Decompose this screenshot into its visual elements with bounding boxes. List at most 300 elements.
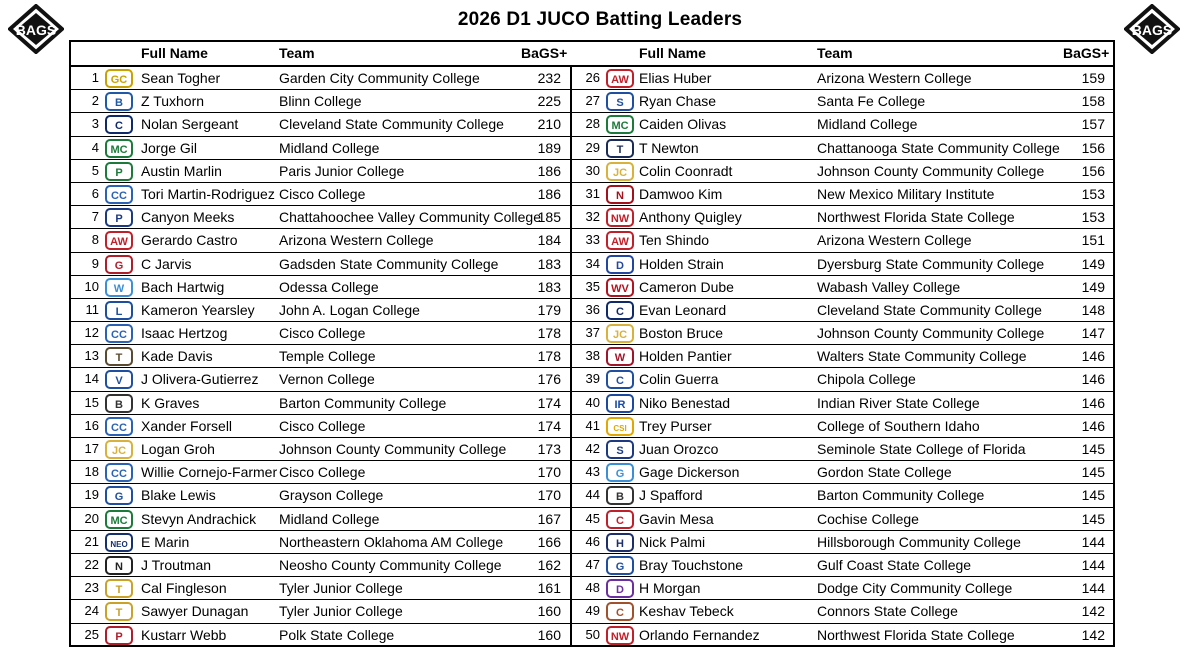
svg-text:NW: NW	[610, 630, 630, 643]
player-name: Kustarr Webb	[141, 626, 227, 643]
bags-plus-score: 142	[1081, 626, 1105, 643]
team-name: Blinn College	[279, 93, 362, 110]
table-row	[572, 299, 1115, 322]
rank-cell: 19	[84, 487, 99, 503]
col-header-team-right: Team	[817, 45, 853, 61]
svg-text:IR: IR	[614, 398, 626, 411]
bags-plus-score: 167	[537, 510, 561, 527]
table-row	[572, 368, 1115, 391]
rank-cell: 18	[84, 464, 99, 480]
team-logo-icon	[605, 301, 635, 320]
svg-text:JC: JC	[612, 166, 628, 179]
player-name: Xander Forsell	[141, 417, 233, 434]
team-name: Johnson County Community College	[817, 325, 1045, 342]
table-row	[572, 345, 1115, 368]
player-name: Niko Benestad	[639, 394, 731, 411]
player-name: Nick Palmi	[639, 533, 706, 550]
team-name: Odessa College	[279, 278, 379, 295]
player-name: Holden Strain	[639, 255, 724, 272]
table-row	[572, 322, 1115, 345]
player-name: Bray Touchstone	[639, 556, 744, 573]
player-name: Kameron Yearsley	[141, 301, 255, 318]
table-row	[572, 67, 1115, 90]
svg-text:MC: MC	[611, 120, 629, 133]
svg-text:S: S	[616, 97, 624, 110]
bags-plus-score: 173	[537, 441, 561, 457]
bags-plus-score: 146	[1081, 371, 1105, 388]
rank-cell: 47	[585, 556, 600, 572]
svg-text:B: B	[616, 491, 624, 504]
player-name: Damwoo Kim	[639, 185, 723, 202]
svg-text:C: C	[115, 120, 123, 133]
svg-text:V: V	[115, 375, 123, 388]
team-name: Tyler Junior College	[279, 580, 403, 597]
table-row	[572, 624, 1115, 647]
table-row	[71, 554, 571, 577]
team-logo-icon	[605, 347, 635, 366]
team-name: Cleveland State Community College	[279, 116, 504, 133]
svg-text:N: N	[616, 189, 624, 202]
player-name: Keshav Tebeck	[639, 603, 734, 620]
rank-cell: 9	[91, 255, 99, 271]
rank-cell: 3	[91, 116, 99, 132]
team-logo-icon	[605, 510, 635, 529]
table-row	[71, 484, 571, 507]
rank-cell: 40	[585, 394, 600, 410]
team-name: Gordon State College	[817, 464, 952, 481]
team-logo-icon	[104, 115, 134, 134]
rank-cell: 2	[91, 93, 99, 109]
team-logo-icon	[104, 139, 134, 158]
rank-cell: 43	[585, 464, 600, 480]
team-name: Paris Junior College	[279, 162, 405, 179]
bags-plus-score: 146	[1081, 394, 1105, 411]
bags-logo-right	[1124, 4, 1180, 54]
rank-cell: 50	[585, 626, 600, 642]
col-header-score-left: BaGS+	[521, 45, 568, 61]
team-logo-icon	[605, 556, 635, 575]
team-name: Northwest Florida State College	[817, 626, 1015, 643]
team-name: Indian River State College	[817, 394, 980, 411]
bags-plus-score: 160	[537, 626, 561, 643]
team-name: Midland College	[279, 510, 380, 527]
svg-text:C: C	[616, 375, 624, 388]
svg-text:AW: AW	[110, 236, 128, 249]
table-row	[572, 206, 1115, 229]
table-row	[71, 345, 571, 368]
table-row	[572, 90, 1115, 113]
bags-plus-score: 156	[1081, 162, 1105, 179]
bags-plus-score: 148	[1081, 301, 1105, 318]
svg-text:B: B	[115, 97, 123, 110]
svg-text:AW: AW	[611, 236, 629, 249]
svg-text:H: H	[616, 537, 624, 550]
bags-plus-score: 185	[537, 209, 561, 226]
team-logo-icon	[104, 510, 134, 529]
team-name: Temple College	[279, 348, 376, 365]
leaderboard-left-half	[71, 65, 571, 647]
team-name: Barton Community College	[279, 394, 447, 411]
col-header-score-right: BaGS+	[1063, 45, 1110, 61]
team-name: Santa Fe College	[817, 93, 926, 110]
team-logo-icon	[605, 602, 635, 621]
bags-plus-score: 144	[1081, 556, 1105, 573]
table-row	[71, 531, 571, 554]
team-name: Gulf Coast State College	[817, 556, 972, 573]
rank-cell: 32	[585, 209, 600, 225]
table-row	[71, 137, 571, 160]
team-logo-icon	[605, 92, 635, 111]
rank-cell: 6	[91, 185, 99, 201]
table-row	[572, 554, 1115, 577]
svg-text:S: S	[616, 445, 624, 457]
player-name: Gerardo Castro	[141, 232, 238, 249]
team-name: Northeastern Oklahoma AM College	[279, 533, 504, 550]
player-name: Evan Leonard	[639, 301, 727, 318]
table-row	[71, 415, 571, 438]
team-logo-icon	[605, 324, 635, 343]
rank-cell: 23	[84, 580, 99, 596]
bags-plus-score: 178	[537, 325, 561, 342]
table-row	[572, 183, 1115, 206]
bags-plus-score: 156	[1081, 139, 1105, 156]
player-name: Colin Guerra	[639, 371, 719, 388]
bags-plus-score: 158	[1081, 93, 1105, 110]
bags-plus-score: 146	[1081, 417, 1105, 434]
team-name: Dyersburg State Community College	[817, 255, 1045, 272]
player-name: Kade Davis	[141, 348, 213, 365]
team-logo-icon	[605, 463, 635, 482]
team-logo-icon	[605, 579, 635, 598]
team-logo-icon	[605, 486, 635, 505]
rank-cell: 16	[84, 417, 99, 433]
team-name: Arizona Western College	[817, 70, 972, 86]
bags-plus-score: 151	[1081, 232, 1105, 249]
bags-plus-score: 174	[537, 394, 561, 411]
player-name: Cameron Dube	[639, 278, 734, 295]
bags-plus-score: 176	[537, 371, 561, 388]
team-name: Grayson College	[279, 487, 384, 504]
team-logo-icon	[104, 440, 134, 459]
player-name: K Graves	[141, 394, 200, 411]
team-logo-icon	[104, 556, 134, 575]
table-row	[572, 415, 1115, 438]
player-name: J Spafford	[639, 487, 703, 504]
svg-text:T: T	[115, 352, 123, 365]
team-logo-icon	[605, 370, 635, 389]
leaderboard-table	[69, 40, 1115, 647]
rank-cell: 48	[585, 580, 600, 596]
rank-cell: 27	[585, 93, 600, 109]
team-logo-icon	[605, 626, 635, 645]
rank-cell: 24	[84, 603, 99, 619]
team-name: Johnson County Community College	[279, 441, 507, 457]
svg-text:CSI: CSI	[613, 423, 627, 433]
team-logo-icon	[104, 417, 134, 436]
table-row	[71, 299, 571, 322]
player-name: Blake Lewis	[141, 487, 216, 504]
rank-cell: 14	[84, 371, 99, 387]
rank-cell: 49	[585, 603, 600, 619]
player-name: Stevyn Andrachick	[141, 510, 257, 527]
rank-cell: 31	[585, 185, 600, 201]
bags-plus-score: 160	[537, 603, 561, 620]
player-name: Gage Dickerson	[639, 464, 740, 481]
team-name: Cisco College	[279, 464, 366, 481]
svg-text:JC: JC	[111, 445, 127, 457]
svg-text:JC: JC	[612, 329, 628, 342]
team-name: Gadsden State Community College	[279, 255, 499, 272]
team-name: Chattanooga State Community College	[817, 139, 1060, 156]
table-row	[71, 508, 571, 531]
bags-logo-left	[8, 4, 64, 54]
table-row	[71, 253, 571, 276]
team-name: Garden City Community College	[279, 70, 480, 86]
rank-cell: 45	[585, 510, 600, 526]
bags-plus-score: 145	[1081, 464, 1105, 481]
rank-cell: 25	[84, 626, 99, 642]
rank-cell: 26	[585, 70, 600, 85]
table-row	[71, 206, 571, 229]
table-row	[572, 137, 1115, 160]
svg-text:C: C	[616, 607, 624, 620]
rank-cell: 10	[84, 278, 99, 294]
rank-cell: 8	[91, 232, 99, 248]
rank-cell: 37	[585, 325, 600, 341]
svg-text:CC: CC	[111, 468, 127, 481]
rank-cell: 39	[585, 371, 600, 387]
bags-plus-score: 153	[1081, 185, 1105, 202]
player-name: Cal Fingleson	[141, 580, 227, 597]
team-name: John A. Logan College	[279, 301, 420, 318]
team-name: Dodge City Community College	[817, 580, 1013, 597]
bags-plus-score: 159	[1081, 70, 1105, 86]
table-row	[572, 438, 1115, 461]
table-row	[572, 253, 1115, 276]
bags-plus-score: 145	[1081, 510, 1105, 527]
bags-plus-score: 178	[537, 348, 561, 365]
svg-text:MC: MC	[110, 143, 128, 156]
team-logo-icon	[104, 394, 134, 413]
rank-cell: 41	[585, 417, 600, 433]
svg-text:MC: MC	[110, 514, 128, 527]
player-name: Nolan Sergeant	[141, 116, 239, 133]
player-name: Canyon Meeks	[141, 209, 235, 226]
player-name: Isaac Hertzog	[141, 325, 228, 342]
table-row	[71, 322, 571, 345]
bags-plus-score: 174	[537, 417, 561, 434]
team-logo-icon	[104, 324, 134, 343]
team-logo-icon	[605, 162, 635, 181]
table-row	[71, 368, 571, 391]
player-name: Bach Hartwig	[141, 278, 225, 295]
team-logo-icon	[605, 278, 635, 297]
player-name: Ryan Chase	[639, 93, 717, 110]
rank-cell: 34	[585, 255, 600, 271]
svg-text:D: D	[616, 259, 624, 272]
table-row	[71, 113, 571, 136]
player-name: Trey Purser	[639, 417, 712, 434]
svg-text:CC: CC	[111, 329, 127, 342]
team-logo-icon	[104, 301, 134, 320]
player-name: Elias Huber	[639, 70, 712, 86]
team-logo-icon	[605, 115, 635, 134]
bags-plus-score: 225	[537, 93, 561, 110]
svg-text:T: T	[115, 584, 123, 597]
team-logo-icon	[104, 69, 134, 88]
table-row	[572, 160, 1115, 183]
table-row	[572, 484, 1115, 507]
player-name: H Morgan	[639, 580, 701, 597]
team-logo-icon	[605, 440, 635, 459]
team-logo-icon	[104, 602, 134, 621]
team-name: Walters State Community College	[817, 348, 1027, 365]
rank-cell: 35	[585, 278, 600, 294]
team-logo-icon	[104, 208, 134, 227]
svg-text:C: C	[616, 514, 624, 527]
col-header-name-left: Full Name	[141, 45, 208, 61]
team-logo-icon	[104, 370, 134, 389]
bags-plus-score: 170	[537, 487, 561, 504]
player-name: Caiden Olivas	[639, 116, 727, 133]
svg-text:L: L	[115, 305, 123, 318]
bags-plus-score: 157	[1081, 116, 1105, 133]
team-name: New Mexico Military Institute	[817, 185, 995, 202]
team-name: Vernon College	[279, 371, 375, 388]
table-row	[572, 461, 1115, 484]
rank-cell: 21	[84, 533, 99, 549]
bags-plus-score: 189	[537, 139, 561, 156]
bags-plus-score: 162	[537, 556, 561, 573]
team-logo-icon	[605, 139, 635, 158]
player-name: Orlando Fernandez	[639, 626, 760, 643]
team-name: Arizona Western College	[279, 232, 434, 249]
table-row	[572, 531, 1115, 554]
bags-plus-score: 149	[1081, 255, 1105, 272]
team-logo-icon	[104, 255, 134, 274]
team-logo-icon	[605, 255, 635, 274]
bags-plus-score: 166	[537, 533, 561, 550]
table-row	[572, 392, 1115, 415]
table-row	[71, 600, 571, 623]
svg-text:G: G	[114, 491, 124, 504]
rank-cell: 36	[585, 301, 600, 317]
table-row	[71, 438, 571, 461]
bags-plus-score: 183	[537, 255, 561, 272]
team-name: Cisco College	[279, 185, 366, 202]
table-row	[572, 229, 1115, 252]
player-name: J Troutman	[141, 556, 212, 573]
bags-plus-score: 145	[1081, 487, 1105, 504]
team-name: Polk State College	[279, 626, 395, 643]
player-name: E Marin	[141, 533, 190, 550]
player-name: Anthony Quigley	[639, 209, 742, 226]
team-name: Midland College	[279, 139, 380, 156]
rank-cell: 13	[84, 348, 99, 364]
bags-plus-score: 232	[537, 70, 561, 86]
svg-text:G: G	[615, 468, 625, 481]
bags-plus-score: 144	[1081, 580, 1105, 597]
team-name: Hillsborough Community College	[817, 533, 1021, 550]
bags-plus-score: 144	[1081, 533, 1105, 550]
player-name: Tori Martin-Rodriguez	[141, 185, 275, 202]
table-row	[572, 600, 1115, 623]
team-logo-icon	[605, 533, 635, 552]
team-logo-icon	[605, 69, 635, 88]
rank-cell: 17	[84, 441, 99, 456]
player-name: Boston Bruce	[639, 325, 724, 342]
svg-text:G: G	[615, 560, 625, 573]
bags-plus-score: 184	[537, 232, 561, 249]
rank-cell: 1	[91, 70, 99, 85]
team-name: Connors State College	[817, 603, 958, 620]
svg-text:CC: CC	[111, 421, 127, 434]
team-name: Seminole State College of Florida	[817, 441, 1026, 457]
rank-cell: 7	[91, 209, 99, 225]
svg-text:D: D	[616, 584, 624, 597]
col-header-name-right: Full Name	[639, 45, 706, 61]
rank-cell: 28	[585, 116, 600, 132]
player-name: Sawyer Dunagan	[141, 603, 249, 620]
team-logo-icon	[104, 278, 134, 297]
rank-cell: 29	[585, 139, 600, 155]
player-name: Juan Orozco	[639, 441, 719, 457]
rank-cell: 22	[84, 556, 99, 572]
bags-logo-text: BAGS	[1131, 22, 1173, 38]
table-row	[572, 577, 1115, 600]
svg-text:B: B	[115, 398, 123, 411]
svg-text:N: N	[115, 560, 123, 573]
bags-plus-score: 153	[1081, 209, 1105, 226]
player-name: T Newton	[639, 139, 699, 156]
table-row	[572, 508, 1115, 531]
svg-text:W: W	[614, 352, 626, 365]
team-logo-icon	[605, 208, 635, 227]
team-logo-icon	[104, 231, 134, 250]
rank-cell: 5	[91, 162, 99, 178]
player-name: Holden Pantier	[639, 348, 732, 365]
bags-logo-text: BAGS	[15, 22, 57, 38]
table-row	[71, 624, 571, 647]
leaderboard-right-half	[572, 65, 1115, 647]
team-logo-icon	[104, 486, 134, 505]
svg-text:NEO: NEO	[110, 539, 128, 549]
table-row	[71, 90, 571, 113]
player-name: Austin Marlin	[141, 162, 222, 179]
team-logo-icon	[104, 92, 134, 111]
team-name: Cochise College	[817, 510, 919, 527]
player-name: Ten Shindo	[639, 232, 710, 249]
bags-plus-score: 149	[1081, 278, 1105, 295]
bags-plus-score: 183	[537, 278, 561, 295]
player-name: Jorge Gil	[141, 139, 198, 156]
team-name: Northwest Florida State College	[817, 209, 1015, 226]
team-logo-icon	[104, 533, 134, 552]
bags-plus-score: 186	[537, 162, 561, 179]
svg-text:T: T	[616, 143, 624, 156]
rank-cell: 46	[585, 533, 600, 549]
svg-text:P: P	[115, 166, 123, 179]
svg-text:AW: AW	[611, 74, 629, 86]
team-name: Wabash Valley College	[817, 278, 961, 295]
table-row	[71, 276, 571, 299]
team-name: Cisco College	[279, 325, 366, 342]
rank-cell: 20	[84, 510, 99, 526]
svg-text:C: C	[616, 305, 624, 318]
team-logo-icon	[104, 626, 134, 645]
player-name: Gavin Mesa	[639, 510, 714, 527]
player-name: J Olivera-Gutierrez	[141, 371, 259, 388]
